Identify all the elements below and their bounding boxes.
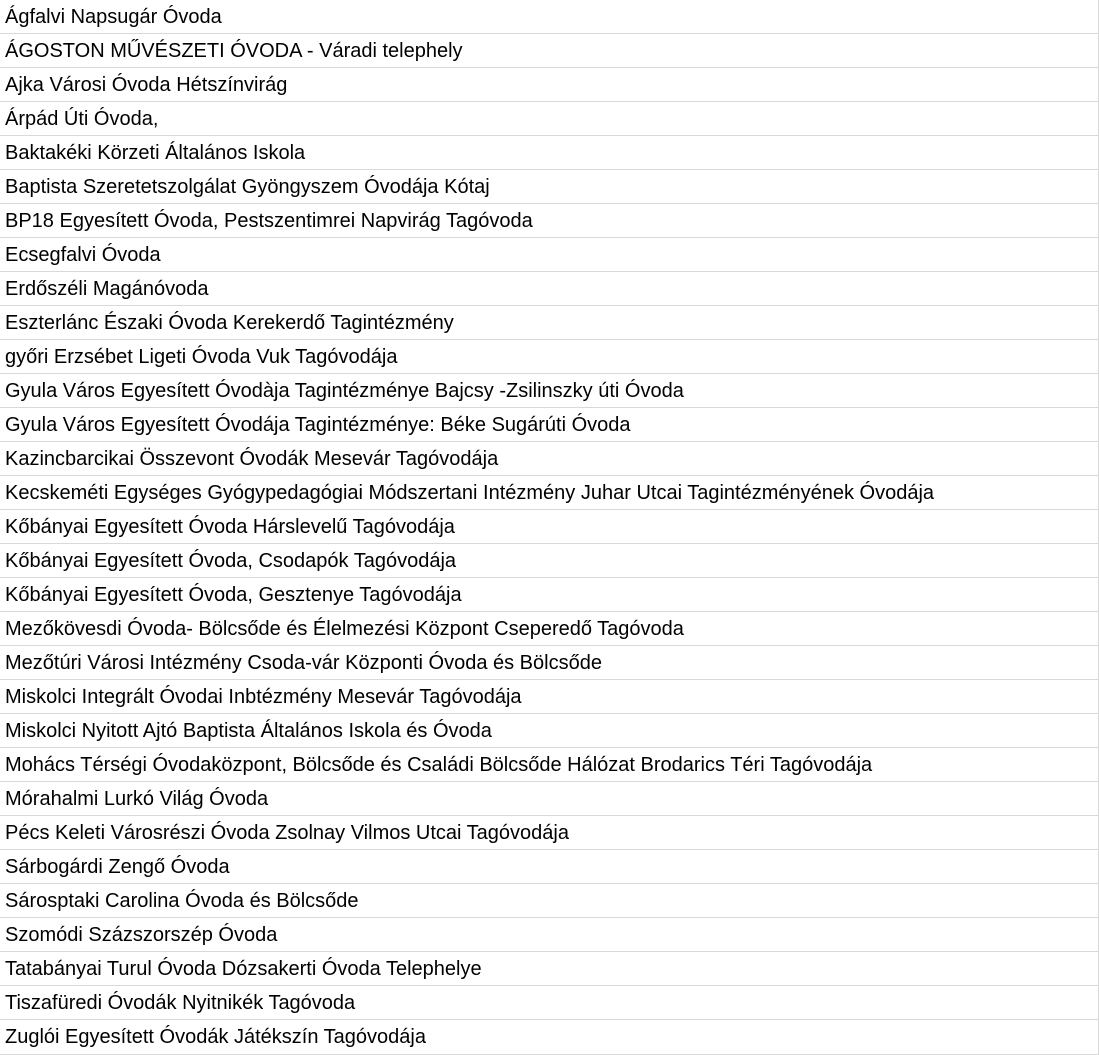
cell[interactable]: Zuglói Egyesített Óvodák Játékszín Tagóvodája: [0, 1020, 1098, 1055]
cell[interactable]: Eszterlánc Északi Óvoda Kerekerdő Tagintézmény: [0, 306, 1098, 340]
cell[interactable]: Ecsegfalvi Óvoda: [0, 238, 1098, 272]
cell[interactable]: Mezőtúri Városi Intézmény Csoda-vár Központi Óvoda és Bölcsőde: [0, 646, 1098, 680]
cell[interactable]: Ajka Városi Óvoda Hétszínvirág: [0, 68, 1098, 102]
cell[interactable]: Mezőkövesdi Óvoda- Bölcsőde és Élelmezési Központ Cseperedő Tagóvoda: [0, 612, 1098, 646]
cell[interactable]: Kazincbarcikai Összevont Óvodák Mesevár Tagóvodája: [0, 442, 1098, 476]
cell[interactable]: Kőbányai Egyesített Óvoda Hárslevelű Tagóvodája: [0, 510, 1098, 544]
cell[interactable]: ÁGOSTON MŰVÉSZETI ÓVODA - Váradi telephely: [0, 34, 1098, 68]
cell[interactable]: Mohács Térségi Óvodaközpont, Bölcsőde és Családi Bölcsőde Hálózat Brodarics Téri Tagóvodája: [0, 748, 1098, 782]
cell[interactable]: Tatabányai Turul Óvoda Dózsakerti Óvoda Telephelye: [0, 952, 1098, 986]
cell[interactable]: Sárbogárdi Zengő Óvoda: [0, 850, 1098, 884]
cell[interactable]: BP18 Egyesített Óvoda, Pestszentimrei Napvirág Tagóvoda: [0, 204, 1098, 238]
cell[interactable]: Baktakéki Körzeti Általános Iskola: [0, 136, 1098, 170]
cell[interactable]: győri Erzsébet Ligeti Óvoda Vuk Tagóvodája: [0, 340, 1098, 374]
cell[interactable]: Ágfalvi Napsugár Óvoda: [0, 0, 1098, 34]
cell[interactable]: Miskolci Nyitott Ajtó Baptista Általános Iskola és Óvoda: [0, 714, 1098, 748]
cell[interactable]: Kőbányai Egyesített Óvoda, Gesztenye Tagóvodája: [0, 578, 1098, 612]
cell[interactable]: Tiszafüredi Óvodák Nyitnikék Tagóvoda: [0, 986, 1098, 1020]
cell[interactable]: Miskolci Integrált Óvodai Inbtézmény Mesevár Tagóvodája: [0, 680, 1098, 714]
cell[interactable]: Szomódi Százszorszép Óvoda: [0, 918, 1098, 952]
cell[interactable]: Pécs Keleti Városrészi Óvoda Zsolnay Vilmos Utcai Tagóvodája: [0, 816, 1098, 850]
cell[interactable]: Kecskeméti Egységes Gyógypedagógiai Módszertani Intézmény Juhar Utcai Tagintézményének Óvodája: [0, 476, 1098, 510]
cell[interactable]: Baptista Szeretetszolgálat Gyöngyszem Óvodája Kótaj: [0, 170, 1098, 204]
cell[interactable]: Sárosptaki Carolina Óvoda és Bölcsőde: [0, 884, 1098, 918]
cell[interactable]: Kőbányai Egyesített Óvoda, Csodapók Tagóvodája: [0, 544, 1098, 578]
cell[interactable]: Erdőszéli Magánóvoda: [0, 272, 1098, 306]
cell[interactable]: Árpád Úti Óvoda,: [0, 102, 1098, 136]
cell[interactable]: Mórahalmi Lurkó Világ Óvoda: [0, 782, 1098, 816]
cell[interactable]: Gyula Város Egyesített Óvodàja Tagintézménye Bajcsy -Zsilinszky úti Óvoda: [0, 374, 1098, 408]
cell[interactable]: Gyula Város Egyesített Óvodája Tagintézménye: Béke Sugárúti Óvoda: [0, 408, 1098, 442]
